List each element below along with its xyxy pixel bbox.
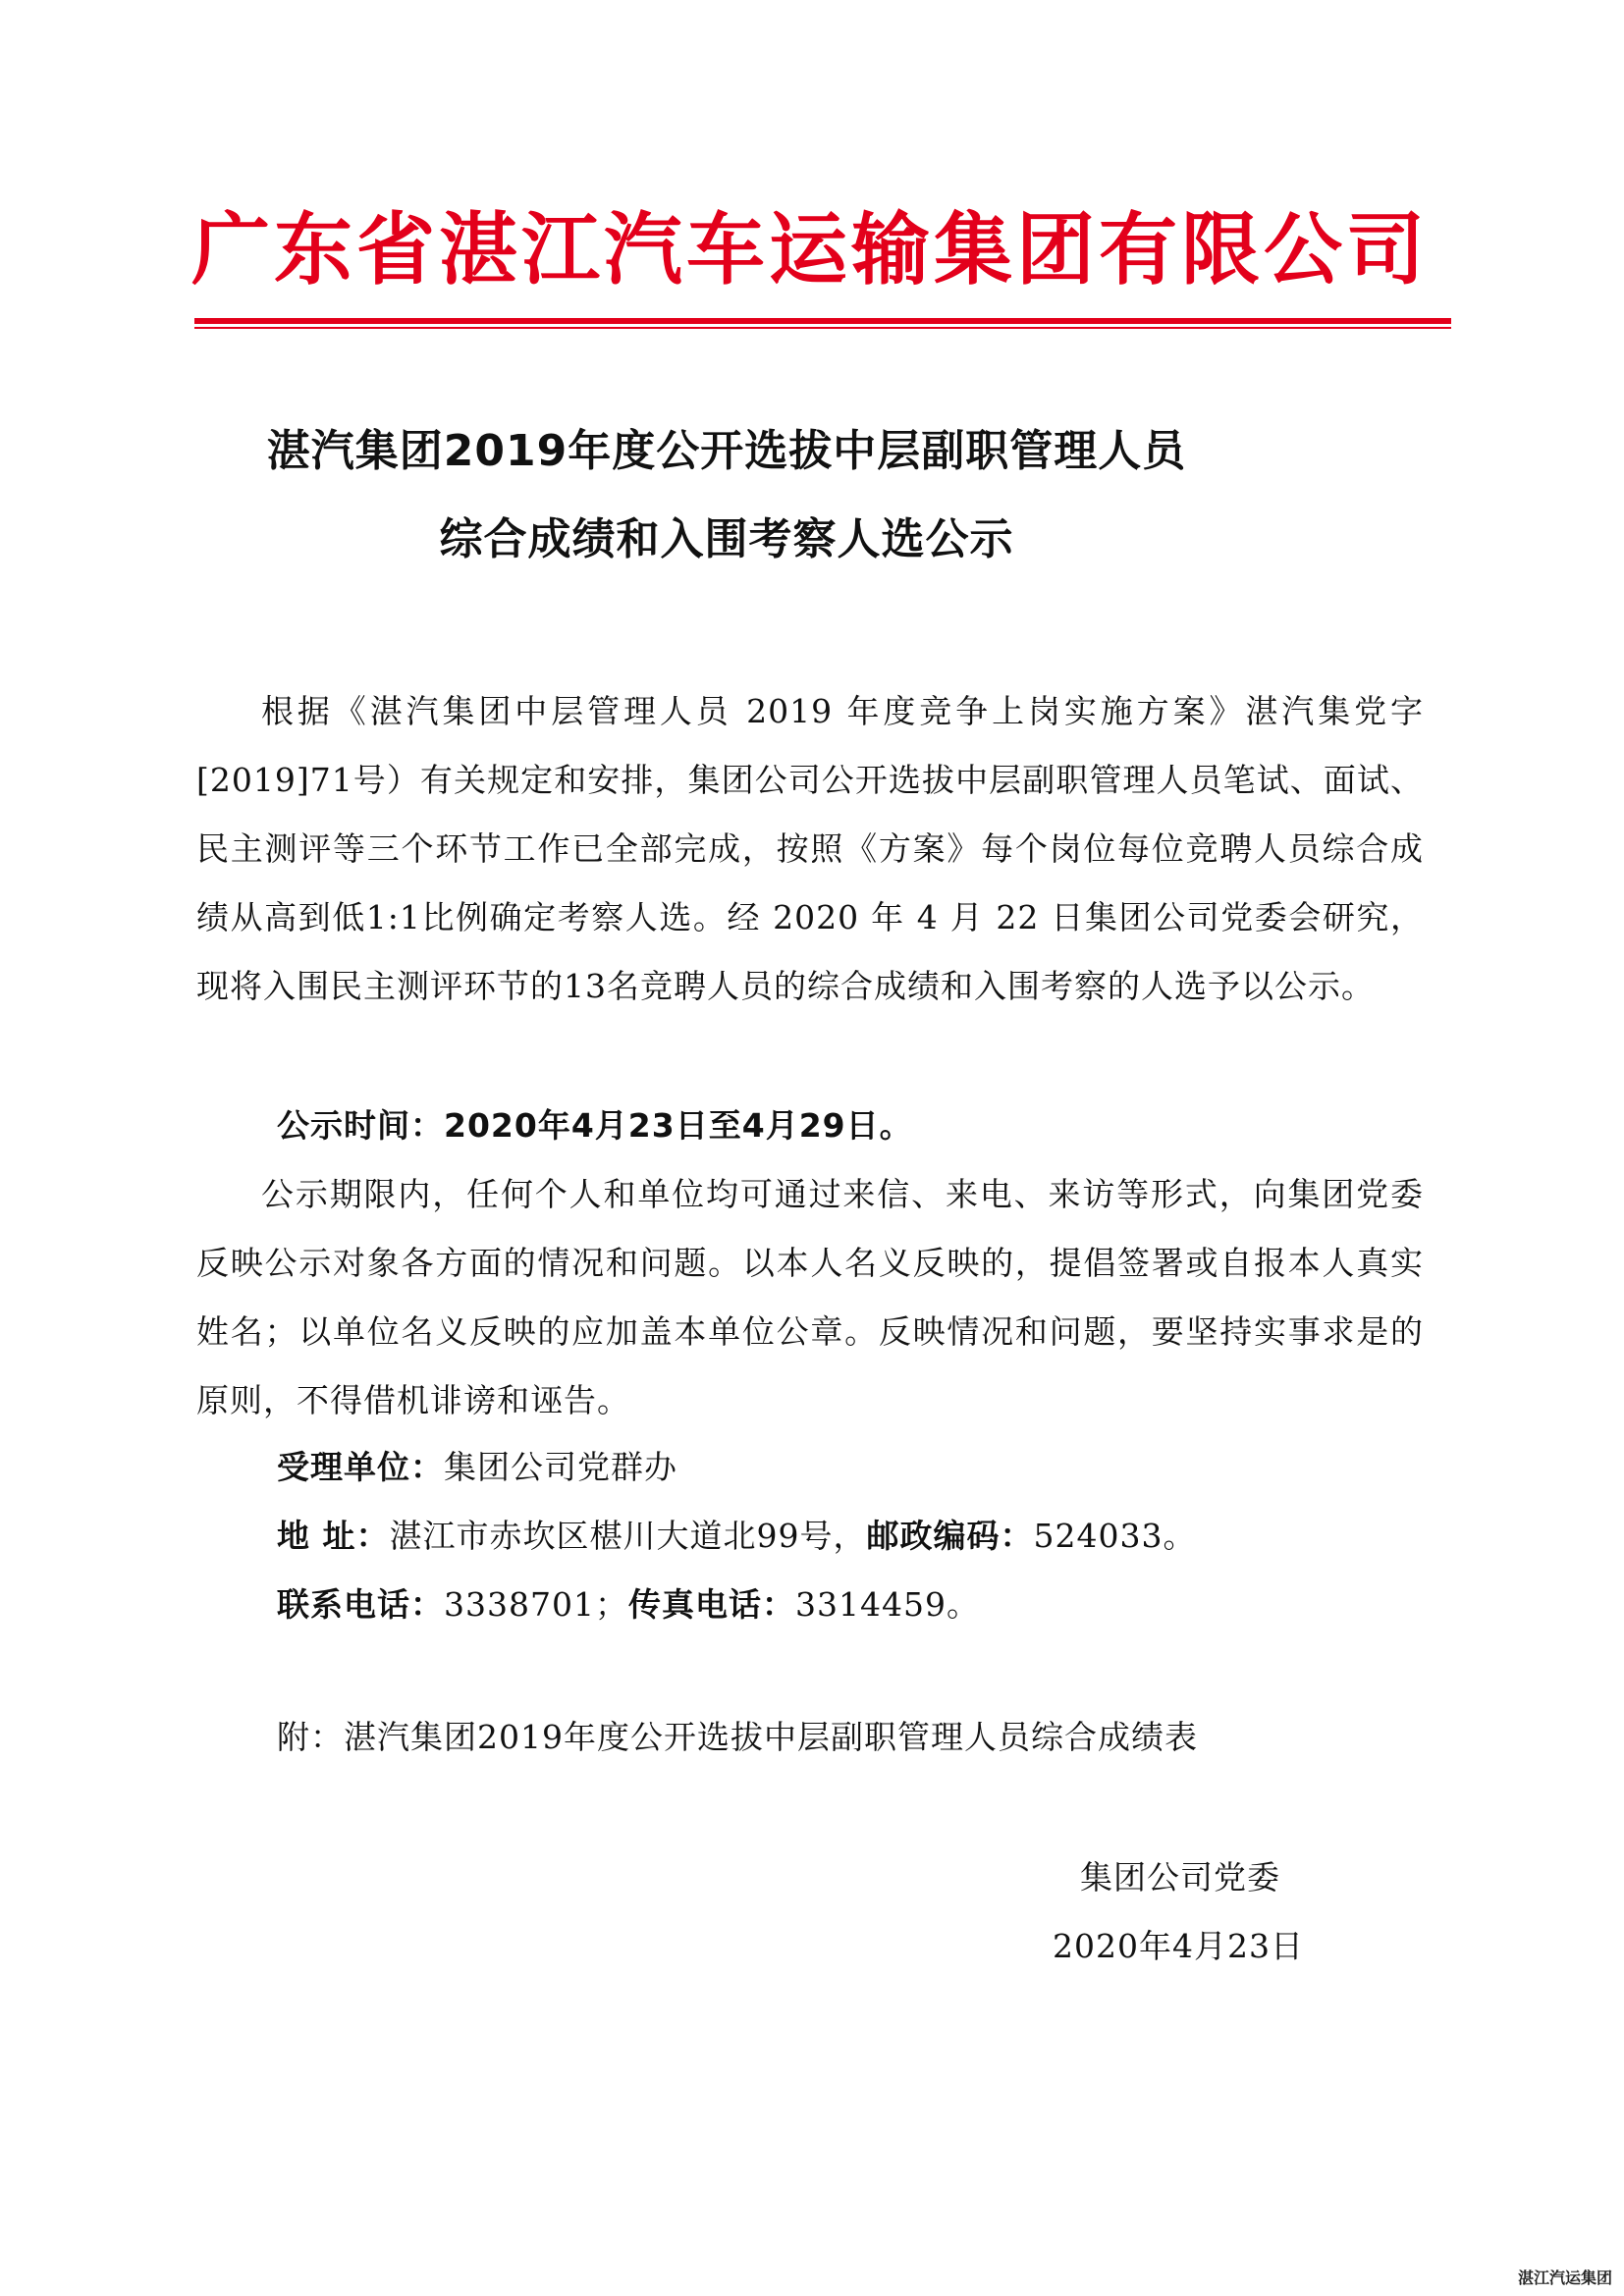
body-paragraph-2: 公示期限内，任何个人和单位均可通过来信、来电、来访等形式，向集团党委反映公示对象各方面的情况和问题。以本人名义反映的，提倡签署或自报本人真实姓名；以单位名义反映的应加盖本单位公章。反映情况和问题，要坚持实事求是的原则，不得借机诽谤和诬告。 (196, 1175, 1424, 1419)
contact-phone-line (277, 1571, 980, 1639)
letterhead-org-name: 广东省湛江汽车运输集团有限公司 (191, 204, 1429, 295)
fax-value: 3314459。 (794, 1585, 980, 1624)
unit-value: 集团公司党群办 (444, 1448, 677, 1486)
contact-unit-line (277, 1433, 677, 1502)
tel-label: 联系电话： (277, 1585, 444, 1624)
watermark-text: 湛江汽运集团 (1517, 2269, 1612, 2287)
body-paragraph-1-block (196, 677, 1424, 1021)
tel-value: 3338701； (444, 1585, 628, 1624)
fax-label: 传真电话： (627, 1585, 795, 1624)
address-value: 湛江市赤坎区椹川大道北99号， (389, 1517, 867, 1555)
attachment-note: 附：湛汽集团2019年度公开选拔中层副职管理人员综合成绩表 (277, 1718, 1198, 1756)
contact-address-line (277, 1502, 1196, 1571)
signature-org: 集团公司党委 (1080, 1858, 1280, 1896)
document-title-line2: 综合成绩和入围考察人选公示 (439, 514, 1014, 564)
address-label: 地 址： (277, 1517, 390, 1555)
notice-time: 公示时间：2020年4月23日至4月29日。 (277, 1106, 913, 1145)
body-paragraph-2-block (196, 1160, 1424, 1435)
postcode-value: 524033。 (1033, 1517, 1197, 1555)
postcode-label: 邮政编码： (866, 1517, 1034, 1555)
unit-label: 受理单位： (277, 1448, 444, 1486)
signature-date: 2020年4月23日 (1053, 1927, 1304, 1965)
body-paragraph-1: 根据《湛汽集团中层管理人员 2019 年度竞争上岗实施方案》湛汽集党字[2019]71号）有关规定和安排，集团公司公开选拔中层副职管理人员笔试、面试、民主测评等三个环节工作已全部完成，按照《方案》每个岗位每位竞聘人员综合成绩从高到低1:1比例确定考察人选。经 2020 年 4 月 22 日集团公司党委会研究，现将入围民主测评环节的13名竞聘人员的综合成绩和入围考察的人选予以公示。 (196, 692, 1424, 1005)
document-title-line1: 湛汽集团2019年度公开选拔中层副职管理人员 (266, 426, 1187, 476)
red-rule-thick (194, 318, 1451, 324)
red-rule-thin (194, 327, 1451, 329)
